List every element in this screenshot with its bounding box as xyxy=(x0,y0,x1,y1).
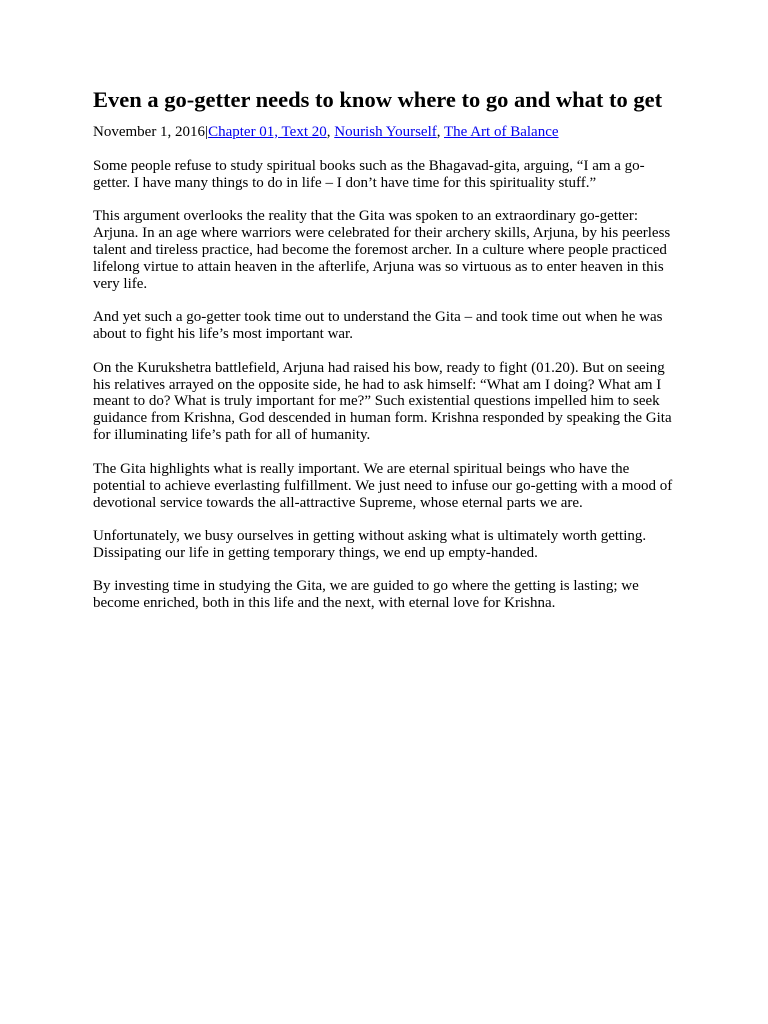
paragraph-1: Some people refuse to study spiritual books such as the Bhagavad-gita, arguing, “I am a go-getter. I have many things to do in life – I don’t have time for this spirituality stuff.” xyxy=(93,158,645,191)
post-date: November 1, 2016 xyxy=(93,124,206,140)
category-link-nourish-yourself[interactable]: Nourish Yourself xyxy=(334,124,437,140)
paragraph-3: And yet such a go-getter took time out to understand the Gita – and took time out when he was about to fight his life’s most important war. xyxy=(93,309,663,343)
paragraph-6: Unfortunately, we busy ourselves in getting without asking what is ultimately worth getting. Dissipating our life in getting temporary things, we end up empty-handed. xyxy=(93,527,647,561)
meta-separator: | xyxy=(205,124,209,140)
category-link-art-of-balance[interactable]: The Art of Balance xyxy=(443,124,559,140)
category-link-chapter[interactable]: Chapter 01, Text 20 xyxy=(208,124,327,140)
category-comma: , xyxy=(326,124,335,140)
article xyxy=(93,87,675,629)
paragraph-4: On the Kurukshetra battlefield, Arjuna had raised his bow, ready to fight (01.20). But on seeing his relatives arrayed on the opposite side, he had to ask himself: “What am I doing? What am I meant to do? What is truly important for me?” Such existential questions impelled him to seek guidance from Krishna, God descended in human form. Krishna responded by speaking the Gita for illuminating life’s path for all of humanity. xyxy=(93,359,672,444)
article-title: Even a go-getter needs to know where to go and what to get xyxy=(93,87,663,112)
article-meta xyxy=(93,124,675,141)
paragraph-5: The Gita highlights what is really important. We are eternal spiritual beings who have the potential to achieve everlasting fulfillment. We just need to infuse our go-getting with a mood of devotional service towards the all-attractive Supreme, whose eternal parts we are. xyxy=(93,460,673,511)
paragraph-2: This argument overlooks the reality that the Gita was spoken to an extraordinary go-getter: Arjuna. In an age where warriors were celebrated for their archery skills, Arjuna, by his peerless talent and tireless practice, had become the foremost archer. In a culture where people practiced lifelong virtue to attain heaven in the afterlife, Arjuna was so virtuous as to enter heaven in this very life. xyxy=(93,208,671,292)
paragraph-7: By investing time in studying the Gita, we are guided to go where the getting is lasting; we become enriched, both in this life and the next, with eternal love for Krishna. xyxy=(93,578,639,612)
category-comma: , xyxy=(436,124,444,140)
